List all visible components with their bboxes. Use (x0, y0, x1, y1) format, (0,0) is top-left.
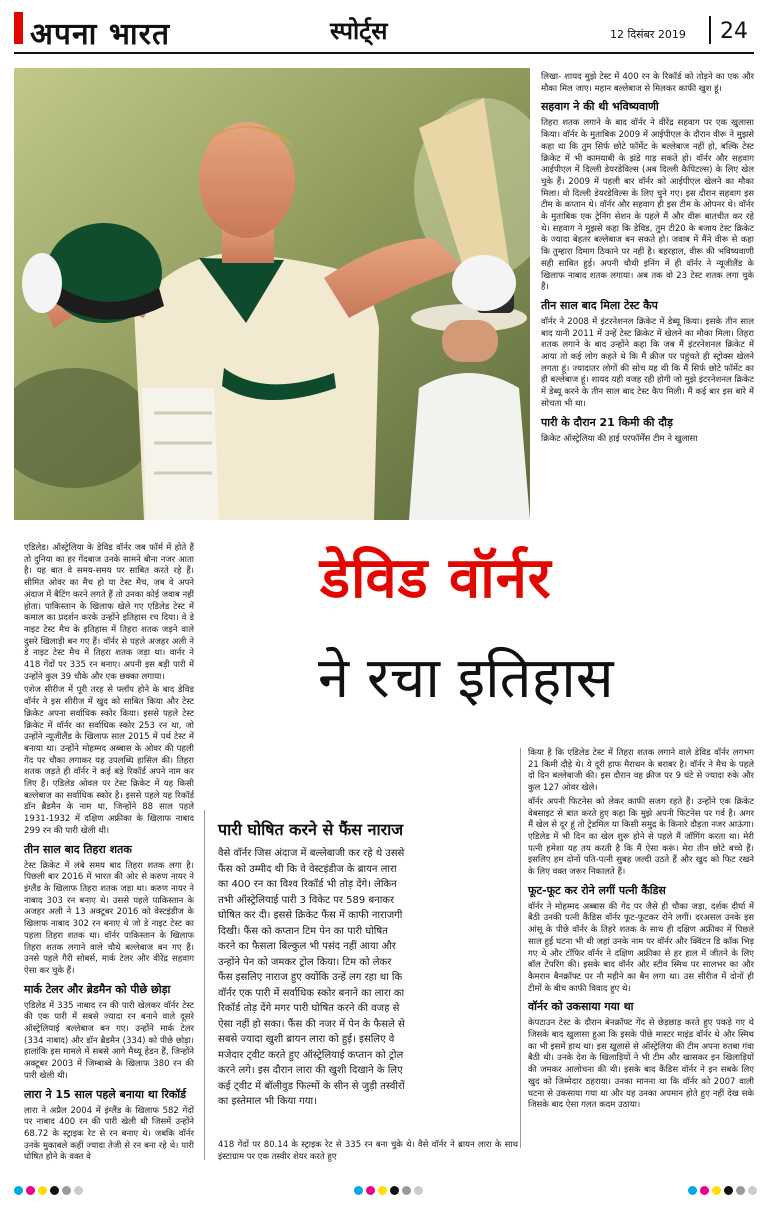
masthead (0, 0, 768, 60)
registration-dot (712, 1186, 721, 1195)
photo-illustration (14, 68, 530, 520)
subheading-taylor-bradman: मार्क टेलर और ब्रेडमैन को पीछे छोड़ा (24, 982, 171, 996)
registration-dot (700, 1186, 709, 1195)
box-heading: पारी घोषित करने से फैंस नाराज (218, 820, 404, 839)
sehwag-paragraph: तिहरा शतक लगाने के बाद वॉर्नर ने वीरेंद्र सहवाग पर एक खुलासा किया। वॉर्नर के मुताबिक 2009 में आईपीएल के दौरान वीरू ने मुझसे कहा था कि तुम सिर्फ छोटे फॉर्मेट के बल्लेबाज नहीं हो, बल्कि टेस्ट क्रिकेट में भी कामयाबी के झंडे गाड़ सकते हो। वॉर्नर और सहवाग आईपीएल में दिल्ली डेयरडेविल्स (अब दिल्ली कैपिटल्स) के लिए खेल चुके हैं। 2009 में पहली बार वॉर्नर को आईपीएल खेलने का मौका मिला। वो दिल्ली डेयरडेविल्स के लिए चुने गए। इस दौरान सहवाग इस टीम के कप्तान थे। वॉर्नर और सहवाग ही इस टीम के ओपनर थे। वॉर्नर के मुताबिक एक ट्रेनिंग सेशन के पहले मैं और वीरू बातचीत कर रहे थे। सहवाग ने मुझसे कहा कि डेविड, तुम टी20 के बजाय टेस्ट क्रिकेट के ज्यादा बेहतर बल्लेबाज बन सकते हो। जवाब में मैंने वीरू से कहा कि तुम्हारा दिमाग ठिकाने पर नहीं है। बहरहाल, वीरू की भविष्यवाणी सही साबित हुई। अपनी चौथी इनिंग में ही वॉर्नर ने न्यूजीलैंड के खिलाफ नाबाद शतक लगाया। अब तक वो 23 टेस्ट शतक लगा चुके हैं। (541, 118, 754, 293)
right-column-article (541, 72, 754, 447)
registration-dot (688, 1186, 697, 1195)
masthead-red-bar (14, 12, 23, 44)
registration-dot (354, 1186, 363, 1195)
ashes-paragraph: एशेज सीरीज में पूरी तरह से फ्लॉप होने के बाद डेविड वॉर्नर ने इस सीरीज में खुद को साबित किया और टेस्ट क्रिकेट अपना सर्वाधिक स्कोर किया। इससे पहले टेस्ट क्रिकेट में वॉर्नर का सर्वाधिक स्कोर 253 रन था, जो उन्होंने न्यूजीलैंड के खिलाफ साल 2015 में पर्थ टेस्ट में बनाया था। उन्होंने मोहम्मद अब्बास के ओवर की पहली गेंद पर चौका लगाकर यह उपलब्धि हासिल की। तिहरा शतक जड़ते ही वॉर्नर ने कई बड़े रिकॉर्ड अपने नाम कर लिए हैं। एडिलेड ओवल पर टेस्ट क्रिकेट में यह किसी बल्लेबाज का सर्वाधिक स्कोर है। इससे पहले यह रिकॉर्ड डॉन ब्रैडमैन के नाम था, जिन्होंने 88 साल पहले 1931-1932 में दक्षिण अफ्रीका के खिलाफ नाबाद 299 रन की पारी खेली थी। (24, 685, 194, 836)
far-right-column-article (528, 748, 754, 1114)
registration-dot (378, 1186, 387, 1195)
print-registration-footer (0, 1182, 768, 1202)
subheading-21km-run: पारी के दौरान 21 किमी की दौड़ (541, 415, 673, 429)
continuation-paragraph: 418 गेंदों पर 80.14 के स्ट्राइक रेट से 335 रन बना चुके थे। वैसे वॉर्नर ने ब्रायन लारा के साथ इंस्टाग्राम पर एक तस्वीर शेयर करते हुए (218, 1140, 518, 1162)
lead-paragraph: एडिलेड। ऑस्ट्रेलिया के डेविड वॉर्नर जब फॉर्म में होते हैं तो दुनिया का हर गेंदबाज उनके सामने बौना नजर आता है। यह बात वे समय-समय पर साबित करते रहे हैं। सीमित ओवर का मैच हो या टेस्ट मैच, जब वे अपने अंदाज में बैटिंग करने लगते हैं तो उनका कोई जवाब नहीं होता। पाकिस्तान के खिलाफ खेले गए एडिलेड टेस्ट में कमाल का प्रदर्शन करके उन्होंने इतिहास रच दिया। वे डे नाइट टेस्ट मैच के इतिहास में तिहरा शतक जड़ने वाले दुसरे खिलाड़ी बन गए हैं। वॉर्नर से पहले अजहर अली ने डे नाइट टेस्ट मैच में तिहरा शतक जड़ा था। वार्नर ने 418 गेंदों पर 335 रन बनाए। अपनी इस बड़ी पारी में उन्होंने कुल 39 चौके और एक छक्का लगाया। (24, 543, 194, 682)
subheading-candice-cries: फूट-फूट कर रोने लगीं पत्नी कैंडिस (528, 883, 666, 897)
registration-dot (62, 1186, 71, 1195)
subheading-triple-century: तीन साल बाद तिहरा शतक (24, 842, 132, 856)
registration-dot (390, 1186, 399, 1195)
section-title: स्पोर्ट्स (330, 16, 388, 45)
bottom-middle-text (218, 1140, 518, 1165)
cricket-batsman-celebration-photo (14, 68, 530, 520)
subheading-lara-record: लारा ने 15 साल पहले बनाया था रिकॉर्ड (24, 1087, 187, 1101)
masthead-divider (709, 16, 711, 44)
registration-dot (736, 1186, 745, 1195)
headline-line-2: ने रचा इतिहास (318, 646, 614, 711)
registration-dot (366, 1186, 375, 1195)
column-divider-right (520, 748, 521, 1148)
triple-century-paragraph: टेस्ट क्रिकेट में लंबे समय बाद तिहरा शतक लगा है। पिछली बार 2016 में भारत की ओर से करुण नायर ने इंग्लैंड के खिलाफ तिहरा शतक जड़ा था। करुण नायर ने नाबाद 303 रन बनाए थे। उससे पहले पाकिस्तान के अजहर अली ने 13 अक्टूबर 2016 को वेस्टइंडीज के खिलाफ नाबाद 302 रन बनाए थे जो डे नाइट टेस्ट का पहला तिहरा शतक था। वॉर्नर पाकिस्तान के खिलाफ तिहरा शतक लगाने वाले चौथे बल्लेबाज बन गए हैं। उनसे पहले गैरी सोबर्स, मार्क टेलर और वीरेंद्र सहवाग ऐसा कर चुके हैं। (24, 860, 194, 976)
run-intro-paragraph: क्रिकेट ऑस्ट्रेलिया की हाई परफॉर्मेंस टीम ने खुलासा (541, 433, 698, 444)
masthead-rule (14, 52, 754, 54)
lara-paragraph: लारा ने अप्रैल 2004 में इंग्लैंड के खिलाफ 582 गेंदों पर नाबाद 400 रन की पारी खेली थी जिसमें उन्होंने 68.72 के स्ट्राइक रेट से रन बनाए थे। जबकि वॉर्नर उनके मुकाबले कहीं ज्यादा तेजी से रन बना रहे थे। पारी घोषित होने के वक्त वे (24, 1105, 194, 1163)
registration-dot (748, 1186, 757, 1195)
left-column-article (24, 543, 194, 1166)
candice-paragraph: वॉर्नर ने मोहम्मद अब्बास की गेंद पर जैसे ही चौका जड़ा, दर्शक दीर्घा में बैठी उनकी पत्नी कैंडिस वॉर्नर फूट-फूटकर रोने लगीं। दरअसल उनके इस आंसू के पीछे वॉर्नर के तिहरे शतक के साथ ही दक्षिण अफ्रीका में पिछले साल हुई घटना भी थी जहां उनके नाम पर वॉर्नर और क्विंटन डि कॉक भिड़ गए थे और टॉफिर वॉर्नर ने दक्षिण अफ्रीका से हर हाल में जीतने के लिए बॉल टेंपरिंग की। इसके बाद वॉर्नर और स्टीव स्मिथ पर सालभर का और कैमरान बैनक्रॉफ्ट पर नौ महीने का बैन लगा था। उस सीरीज में दोनों ही टीमों के बीच काफी विवाद हुए थे। (528, 901, 754, 994)
issue-date: 12 दिसंबर 2019 (610, 28, 686, 41)
registration-dot (26, 1186, 35, 1195)
registration-dot (414, 1186, 423, 1195)
fitness-paragraph: वॉर्नर अपनी फिटनेस को लेकर काफी सजग रहते हैं। उन्होंने एक क्रिकेट वेबसाइट से बात करते हुए कहा कि मुझे अपनी फिटनेस पर गर्व है। अगर मैं खेल से दूर हूं तो ट्रेडमिल या किसी समुद्र के किनारे दौड़ता नजर आऊंगा। एडिलेड में भी दिन का खेल शुरू होने से पहले मैं जॉगिंग करता था। मेरी पत्नी हमेशा यह तय करती है कि मैं ऐसा करूं। मेरा तीन छोटे बच्चे हैं। इसलिए हम दोनों पति-पत्नी सुबह जल्दी उठते हैं और खुद को फिट रखने के लिए वक्त जरूर निकालते हैं। (528, 796, 754, 878)
subheading-sehwag-prediction: सहवाग ने की थी भविष्यवाणी (541, 100, 659, 114)
registration-dots-right (688, 1186, 757, 1195)
headline-line-1: डेविड वॉर्नर (320, 546, 552, 611)
subheading-test-cap: तीन साल बाद मिला टेस्ट कैप (541, 298, 658, 312)
taylor-bradman-paragraph: एडिलेड में 335 नाबाद रन की पारी खेलकर वॉर्नर टेस्ट की एक पारी में सबसे ज्यादा रन बनाने वाले दूसरे ऑस्ट्रेलियाई बल्लेबाज बन गए। उन्होंने मार्क टेलर (334 नाबाद) और डॉन ब्रैडमैन (334) को पीछे छोड़ा। हालांकि इस मामले में सबसे आगे मैथ्यू हेडन हैं, जिन्होंने अक्टूबर 2003 में जिम्बाब्वे के खिलाफ 380 रन की पारी खेली थी। (24, 1000, 194, 1081)
right-intro-paragraph: लिखा- शायद मुझे टेस्ट में 400 रन के रिकॉर्ड को तोड़ने का एक और मौका मिल जाए। महान बल्लेबाज से मिलकर काफी खुश हूं। (541, 72, 754, 94)
registration-dot (50, 1186, 59, 1195)
column-divider-left (204, 810, 205, 1160)
test-cap-paragraph: वॉर्नर ने 2008 में इंटरनेशनल क्रिकेट में डेब्यू किया। इसके तीन साल बाद यानी 2011 में उन्हें टेस्ट क्रिकेट में खेलने का मौका मिला। तिहरा शतक लगाने के बाद उन्होंने कहा कि जब मैं इंटरनेशनल क्रिकेट में आया तो कई लोग कहते थे कि मैं क्रीज पर पहुंचते ही स्ट्रोक्स खेलने लगता हूं। ज्यादातर लोगों की सोच यह थी कि मैं सिर्फ छोटे फॉर्मेट का ही बल्लेबाज हूं। शायद यही वजह रही होगी जो मुझे इंटरनेशनल क्रिकेट में डेब्यू करने के तीन साल बाद टेस्ट कैप मिली। मैं कई बार इस बारे में सोचता भी था। (541, 316, 754, 409)
run-paragraph: किया है कि एडिलेड टेस्ट में तिहरा शतक लगाने वाले डेविड वॉर्नर लगभग 21 किमी दौड़े थे। ये दूरी हाफ मैराथन के बराबर है। वॉर्नर ने मैच के पहले दो दिन बल्लेबाजी की। इस दौरान वह क्रीज पर 9 घंटे से ज्यादा रुके और कुल 127 ओवर खेले। (528, 748, 754, 794)
registration-dot (14, 1186, 23, 1195)
registration-dots-left (14, 1186, 83, 1195)
subheading-warner-provoked: वॉर्नर को उकसाया गया था (528, 1000, 634, 1014)
registration-dot (402, 1186, 411, 1195)
provoked-paragraph: केपटाउन टेस्ट के दौरान बेनक्रॉफ्ट गेंद से छेड़छाड़ करते हुए पकड़े गए थे जिसके बाद खुलासा हुआ कि इसके पीछे मास्टर माइंड वॉर्नर थे और स्मिथ का भी इसमें हाथ था। इस खुलासे से ऑस्ट्रेलिया की टीम अपना रुतबा गंवा बैठी थी। उनके देश के खिलाड़ियों ने भी टीम और खासकर इन खिलाड़ियों की जमकर आलोचना की थी। इसके बाद कैंडिस वॉर्नर ने इन सबके लिए खुद को जिम्मेदार ठहराया। उनका मानना था कि वॉर्नर को 2007 वाली घटना से उकसाया गया था और यह उनका अपमान होते हुए नहीं देख सके जिसके बाद ऐसा गलत कदम उठाया। (528, 1018, 754, 1111)
registration-dot (74, 1186, 83, 1195)
newspaper-brand: अपना भारत (30, 17, 171, 52)
box-text: वैसे वॉर्नर जिस अंदाज में बल्लेबाजी कर रहे थे उससे फैंस को उम्मीद थी कि वे वेस्टइंडीज के ब्रायन लारा का 400 रन का विश्व रिकॉर्ड भी तोड़ देंगे। लेकिन तभी ऑस्ट्रेलियाई पारी 3 विकेट पर 589 बनाकर घोषित कर दी। इससे क्रिकेट फैंस में काफी नाराजगी दिखी। फैंस को कप्तान टिम पेन का पारी घोषित करने का फैसला बिल्कुल भी पसंद नहीं आया और उन्होंने पेन को जमकर ट्रोल किया। टिम को लेकर फैंस इसलिए नाराज हुए क्योंकि उन्हें लग रहा था कि वॉर्नर एक पारी में सर्वाधिक स्कोर बनाने का लारा का रिकॉर्ड तोड़ देंगे मगर पारी घोषित करने की वजह से ऐसा नहीं हो सका। फैंस की नजर में पेन के फैसले से सबसे ज्यादा खुशी ब्रायन लारा को हुई। इसलिए वे मजेदार ट्वीट करते हुए ऑस्ट्रेलियाई कप्तान को ट्रोल करने लगे। इस दौरान लारा की खुशी दिखाने के लिए कई ट्वीट में बॉलीवुड फिल्मों के सीन से जुड़ी तस्वीरों का इस्तेमाल भी किया गया। (218, 848, 405, 1107)
registration-dots-middle (354, 1186, 423, 1195)
page-number: 24 (720, 19, 748, 44)
registration-dot (724, 1186, 733, 1195)
registration-dot (38, 1186, 47, 1195)
